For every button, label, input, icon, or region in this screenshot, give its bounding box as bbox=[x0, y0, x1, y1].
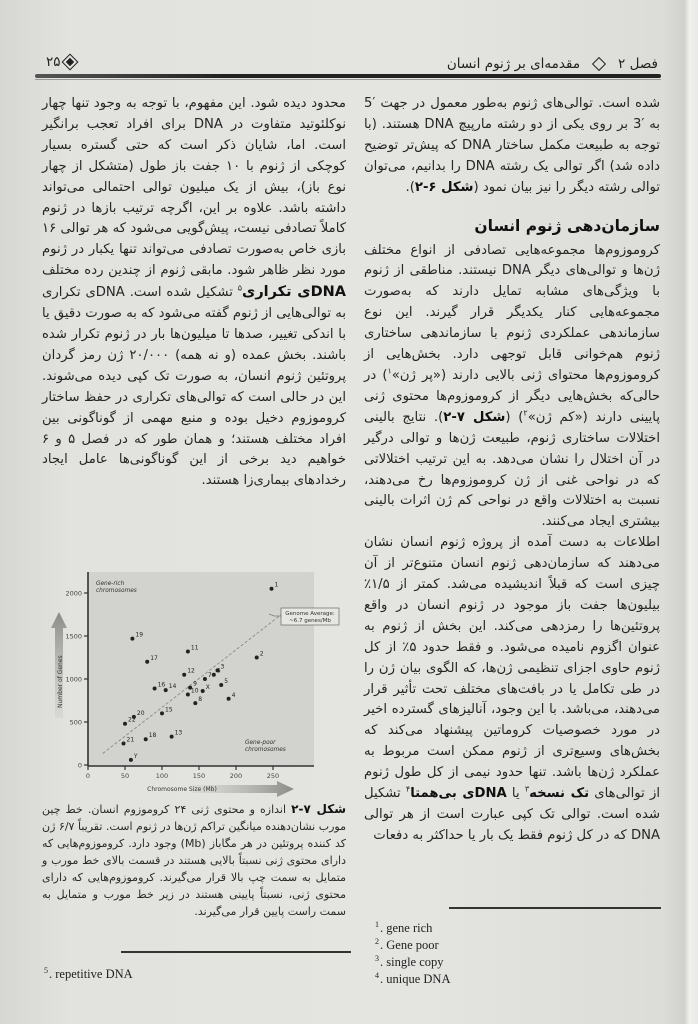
y-tick-label: 2000 bbox=[65, 589, 82, 598]
footnote: $^5$. repetitive DNA bbox=[44, 966, 133, 982]
point-marker bbox=[182, 673, 186, 677]
x-tick-label: 200 bbox=[229, 772, 243, 780]
x-tick-label: 150 bbox=[192, 772, 206, 780]
footnote-mark[interactable]: ۴ bbox=[405, 784, 411, 794]
annotation-gene-rich-line2: chromosomes bbox=[96, 588, 137, 594]
term-unique-dna: DNAی بی‌همتا bbox=[410, 786, 507, 802]
y-tick-label: 500 bbox=[69, 718, 82, 727]
footnote-mark[interactable]: ۲ bbox=[523, 408, 528, 418]
point-label: 12 bbox=[187, 667, 195, 675]
page-edge bbox=[684, 0, 698, 1024]
y-axis-label: Number of Genes bbox=[57, 655, 64, 708]
paragraph: اطلاعات به دست آمده از پروژه ژنوم انسان نشان می‌دهند که سازمان‌دهی ژنوم انسان متنوع‌تر از آن چیزی است که قبلاً اندیشیده می‌شد. کمتر از ۱/۵٪ بیلیون‌ها جفت باز موجود در ژنوم انسان در واقع پروتئین‌ها را رمزدهی می‌کند. این بخش از ژنوم به عنوان اگزوم نامیده می‌شود. و فقط حدود ۵٪ از کل ژنوم حاوی اجزای تنظیمی ژن‌ها، که الگوی بیان ژن را در طی تکامل یا در بافت‌های مختلف تحت تأثیر قرار می‌دهند، می‌باشد. با این وجود، آنالیزهای گسترده اخیر در مورد خصوصیات کروماتین پیشنهاد می‌کند که بخش‌های وسیع‌تری از ژنوم ممکن است مربوط به عملکرد ژن‌ها باشد. تنها حدود نیمی از کل طول ژنوم از توالی‌های تک نسخه$^۳$ یا DNAی بی‌همتا$^۴$ تشکیل شده است. توالی تک کپی عبارت است از هر توالی DNA که در کل ژنوم فقط یک بار یا حداکثر به دفعات bbox=[364, 535, 661, 843]
header-rule bbox=[35, 74, 661, 78]
right-column bbox=[364, 94, 660, 847]
point-label: 17 bbox=[150, 654, 158, 662]
point-label: Y bbox=[133, 752, 138, 760]
diamond-filled-icon bbox=[62, 55, 76, 69]
paragraph: شده است. توالی‌های ژنوم به‌طور معمول در جهت ′5 به ′3 بر روی یکی از دو رشته مارپیچ DNA هستند. (با توجه به طبیعت مکمل ساختار DNA که پیش‌تر توضیح داده شد) اگر توالی یک رشته DNA را بدانیم، می‌توان توالی رشته دیگر را نیز بیان نمود (شکل ۶-۲). bbox=[364, 96, 660, 195]
footnote: $^2$. Gene poor bbox=[375, 937, 439, 953]
figure-caption bbox=[42, 801, 346, 920]
point-label: 16 bbox=[157, 681, 166, 689]
point-label: 8 bbox=[198, 696, 203, 704]
point-marker bbox=[122, 742, 126, 746]
footnote: $^4$. unique DNA bbox=[375, 971, 451, 987]
paragraph: کروموزوم‌ها مجموعه‌هایی تصادفی از انواع مختلف ژن‌ها و توالی‌های دیگر DNA نیستند. مناطقی از ژنوم با ویژگی‌های مشابه تمایل دارند که به‌صورت مجموعه‌هایی کنار یکدیگر قرار گیرند. این نوع سازماندهی عملکردی ژنوم با سازماندهی ساختاری ژنوم هم‌خوانی قابل توجهی دارد. بخش‌هایی از کروموزوم‌ها محتوای ژنی بالایی دارند («پر ژن»$^۱$) در حالی‌که بخش‌هایی دیگر از کروموزوم‌ها محتوی ژنی پایینی دارند («کم ژن»$^۲$) (شکل ۷-۲). نتایج بالینی اختلالات ساختاری ژنوم، طبیعت ژن‌ها و توالی درگیر در آن اختلال را نشان می‌دهد. به این ترتیب اختلالاتی که در نواحی غنی از ژن کروموزوم‌ها رخ می‌دهند، نسبت به اختلالات واقع در نواحی کم ژن اثرات بالینی بیشتری ایجاد می‌کنند. bbox=[364, 242, 660, 530]
footnote-mark[interactable]: ۵ bbox=[237, 283, 243, 293]
point-marker bbox=[212, 673, 216, 677]
paragraph: محدود دیده شود. این مفهوم، با توجه به وجود تنها چهار نوکلئوتید متفاوت در DNA برای افراد تعجب برانگیر است. اما، شایان ذکر است که حتی گستره بسیار کوچکی از ژنوم با ۱۰ جفت باز طول (متشکل از چهار نوع باز)، بیش از یک میلیون توالی احتمالی می‌تواند داشته باشد. علاوه بر این، اگرچه ترتیب بازها در ژنوم کاملاً تصادفی نیست، پیش‌گویی می‌شود که هر توالی ۱۶ بازی خاص به‌صورت تصادفی می‌تواند تنها یکبار در ژنوم مورد نظر ظاهر شود. مابقی ژنوم از چندین رده مختلف DNAی تکراری$^۵$ تشکیل شده است. DNAی تکراری به توالی‌هایی از ژنوم گفته می‌شود که به صورت دقیق یا با اندکی تغییر، صدها تا میلیون‌ها بار در ژنوم تکرار شده باشند. بخش عمده (و نه همه) ۲۰/۰۰۰ ژن رمز گردان پروتئین ژنوم انسان، به صورت تک کپی دیده می‌شوند. این در حالی است که توالی‌های تکراری در حفظ ساختار کروموزوم دخیل بوده و منبع مهمی از گوناگونی بین افراد مختلف هستند؛ و همان طور که در فصل ۵ و ۶ خواهیم دید برخی از این گوناگونی‌ها عامل ایجاد رخدادهای بیماری‌زا هستند. bbox=[41, 96, 346, 489]
annotation-gene-rich: Gene-rich bbox=[96, 581, 125, 587]
term-single-copy: تک نسخه bbox=[529, 786, 590, 802]
point-label: 14 bbox=[168, 683, 177, 691]
annotation-gene-poor: Gene-poor bbox=[245, 740, 276, 746]
point-label: 22 bbox=[128, 716, 136, 724]
figure-chromosome-scatter bbox=[42, 568, 342, 800]
point-marker bbox=[227, 697, 231, 701]
point-marker bbox=[123, 722, 127, 726]
point-marker bbox=[186, 649, 190, 653]
point-label: 20 bbox=[136, 709, 145, 717]
point-label: 18 bbox=[148, 732, 157, 740]
section-heading: سازمان‌دهی ژنوم انسان bbox=[474, 216, 660, 235]
point-marker bbox=[270, 587, 274, 591]
callout-line2: ~6.7 genes/Mb bbox=[289, 618, 331, 624]
point-marker bbox=[129, 758, 133, 762]
chapter-label: فصل ۲ bbox=[618, 56, 658, 72]
footnotes-left bbox=[44, 964, 244, 981]
x-tick-label: 50 bbox=[120, 772, 130, 780]
point-label: 11 bbox=[190, 644, 199, 652]
left-column bbox=[42, 94, 346, 492]
footnote: $^1$. gene rich bbox=[375, 920, 433, 936]
x-tick-label: 250 bbox=[266, 772, 280, 780]
term-repetitive-dna: DNAی تکراری bbox=[242, 284, 346, 301]
point-label: 10 bbox=[190, 687, 199, 695]
point-marker bbox=[193, 701, 197, 705]
point-label: 7 bbox=[207, 672, 212, 679]
point-marker bbox=[186, 692, 190, 696]
y-tick-label: 1500 bbox=[65, 632, 82, 641]
callout-line1: Genome Average: bbox=[285, 611, 335, 617]
point-marker bbox=[160, 711, 164, 715]
caption-text: اندازه و محتوی ژنی ۲۴ کروموزوم انسان. خط چین مورب نشان‌دهنده میانگین تراکم ژن‌ها در ژنوم است. تقریباً ۶/۷ ژن کد کننده پروتئین در هر مگاباز (Mb) وجود دارد. کروموزوم‌هایی که دارای محتوی ژنی نسبتاً بالایی هستند در قسمت بالای خط مورب و متمایل به سمت چپ بالا قرار می‌گیرند. کروموزوم‌هایی که دارای محتوی ژنی، نسبتاً پایینی هستند در زیر خط مورب و متمایل به سمت راست پایین قرار می‌گیرند. bbox=[42, 803, 347, 918]
point-marker bbox=[164, 688, 168, 692]
point-marker bbox=[153, 686, 157, 690]
plot-area bbox=[88, 572, 314, 766]
running-header bbox=[40, 52, 658, 76]
y-tick-label: 1000 bbox=[65, 675, 82, 684]
point-marker bbox=[203, 677, 207, 681]
figure-reference[interactable]: شکل ۶-۲ bbox=[414, 179, 474, 195]
point-label: 15 bbox=[165, 706, 173, 714]
footnote: $^3$. single copy bbox=[375, 954, 444, 970]
point-marker bbox=[144, 737, 148, 741]
point-label: 21 bbox=[126, 736, 135, 744]
page-number-block bbox=[46, 54, 75, 70]
point-marker bbox=[170, 735, 174, 739]
point-label: 9 bbox=[193, 680, 197, 688]
footnotes-right bbox=[375, 918, 575, 987]
book-title: مقدمه‌ای بر ژنوم انسان bbox=[446, 56, 581, 72]
point-label: 1 bbox=[274, 581, 279, 589]
page-number: ۲۵ bbox=[46, 54, 61, 70]
diamond-outline-icon bbox=[592, 57, 606, 71]
point-label: 3 bbox=[220, 663, 225, 671]
y-tick-label: 0 bbox=[77, 761, 82, 770]
footnote-rule bbox=[121, 951, 351, 953]
footnote-mark[interactable]: ۱ bbox=[387, 366, 392, 376]
figure-reference[interactable]: شکل ۷-۲ bbox=[443, 409, 506, 425]
point-label: 5 bbox=[224, 678, 229, 686]
header-rule-thin bbox=[35, 79, 661, 80]
point-label: 6 bbox=[216, 667, 221, 675]
x-axis-label: Chromosome Size (Mb) bbox=[147, 786, 217, 793]
point-marker bbox=[130, 637, 134, 641]
x-tick-label: 100 bbox=[155, 772, 169, 780]
footnote-rule bbox=[449, 907, 661, 909]
footnote-mark[interactable]: ۳ bbox=[524, 784, 530, 794]
scatter-chart bbox=[42, 568, 342, 800]
point-label: 19 bbox=[135, 631, 144, 639]
point-marker bbox=[219, 683, 223, 687]
point-label: X bbox=[205, 684, 210, 692]
point-marker bbox=[255, 656, 259, 660]
x-tick-label: 0 bbox=[85, 772, 91, 780]
figure-label: شکل ۷-۲ bbox=[291, 802, 347, 816]
point-label: 2 bbox=[259, 650, 264, 658]
point-label: 13 bbox=[174, 729, 183, 737]
point-marker bbox=[201, 689, 205, 693]
point-marker bbox=[145, 660, 149, 664]
annotation-gene-poor-line2: chromosomes bbox=[245, 747, 286, 753]
point-label: 4 bbox=[231, 691, 236, 699]
